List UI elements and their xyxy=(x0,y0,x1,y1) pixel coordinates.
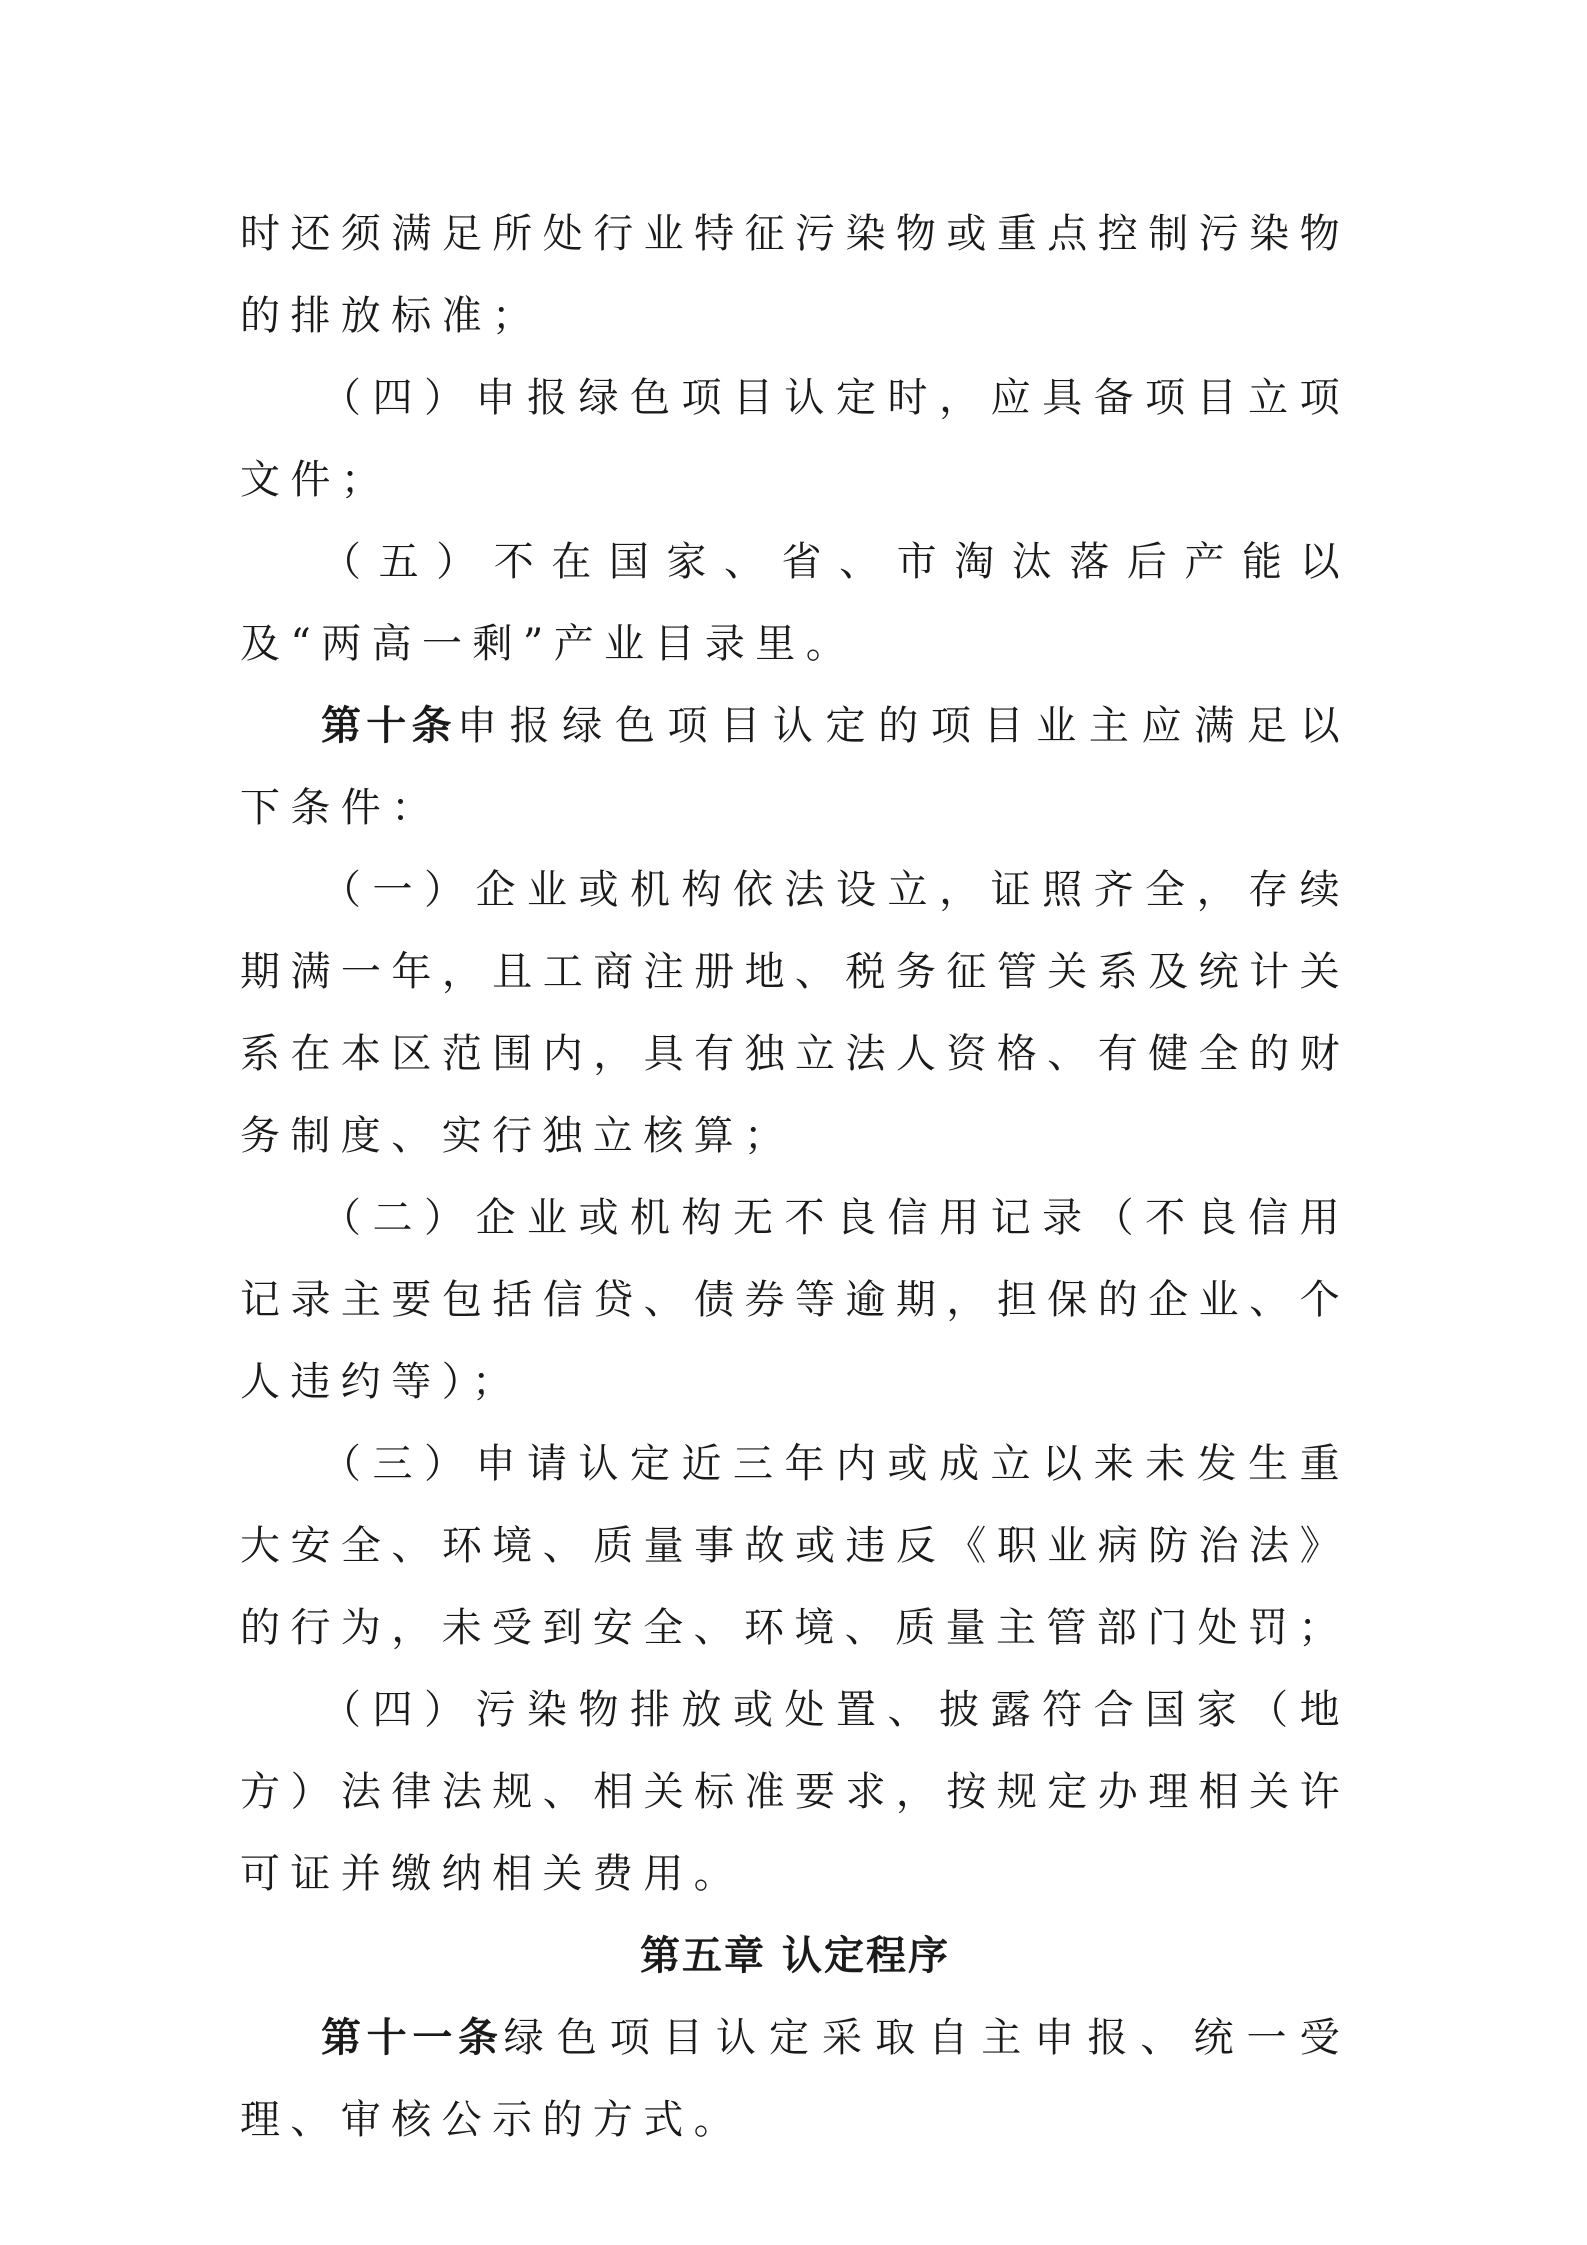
article-number: 第十条 xyxy=(321,703,457,749)
article-text: 绿色项目认定采取自主申报、统一受理、审核公示的方式。 xyxy=(240,2015,1350,2143)
chapter-title: 第五章 认定程序 xyxy=(640,1933,950,1979)
paragraph-condition-1: （一）企业或机构依法设立，证照齐全，存续期满一年，且工商注册地、税务征管关系及统计关系在本区范围内，具有独立法人资格、有健全的财务制度、实行独立核算； xyxy=(240,867,1350,1159)
paragraph-condition-2: （二）企业或机构无不良信用记录（不良信用记录主要包括信贷、债券等逾期，担保的企业、个人违约等）； xyxy=(240,1195,1350,1405)
paragraph-item-4: （四）申报绿色项目认定时，应具备项目立项文件； xyxy=(240,375,1350,503)
article-text: 申报绿色项目认定的项目业主应满足以下条件： xyxy=(240,703,1350,831)
paragraph-condition-3: （三）申请认定近三年内或成立以来未发生重大安全、环境、质量事故或违反《职业病防治法》的行为，未受到安全、环境、质量主管部门处罚； xyxy=(240,1441,1350,1651)
paragraph-item-5: （五）不在国家、省、市淘汰落后产能以及“两高一剩”产业目录里。 xyxy=(240,539,1350,667)
paragraph-article-11 xyxy=(240,1997,1350,2161)
document-body xyxy=(240,193,1350,2161)
paragraph-continuation: 时还须满足所处行业特征污染物或重点控制污染物的排放标准； xyxy=(240,211,1350,339)
paragraph-article-10 xyxy=(240,685,1350,849)
paragraph-condition-4: （四）污染物排放或处置、披露符合国家（地方）法律法规、相关标准要求，按规定办理相关许可证并缴纳相关费用。 xyxy=(240,1687,1350,1897)
article-number: 第十一条 xyxy=(321,2015,504,2061)
